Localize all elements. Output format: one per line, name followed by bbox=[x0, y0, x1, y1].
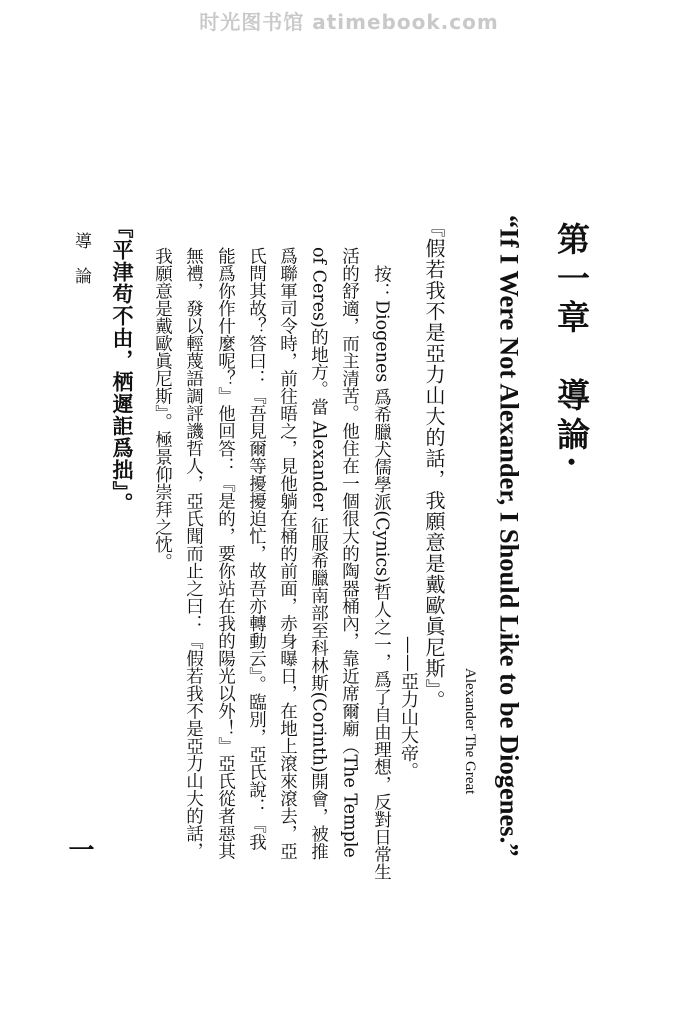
note-line: of Ceres)的地方。當 Alexander 征服希臘南部至科林斯(Corinth)開會，被推 bbox=[308, 247, 329, 861]
note-line: 能爲你作什麼呢？』他回答：『是的，要你站在我的陽光以外！』亞氏從者惡其 bbox=[215, 247, 236, 860]
note-line: 爲聯軍司令時，前往晤之，見他躺在桶的前面，赤身曝日，在地上滾來滾去，亞 bbox=[277, 247, 298, 860]
note-line: 活的舒適，而主清苦。他住在一個很大的陶器桶內，靠近席爾廟（The Temple bbox=[339, 247, 360, 858]
note-line: 氏問其故？答曰：『吾見爾等擾擾迫忙，故吾亦轉動云』。臨別，亞氏說：『我 bbox=[246, 247, 267, 851]
note-line: 按：Diogenes 爲希臘犬儒學派(Cynics)哲人之一，爲了自由理想，反對日常生 bbox=[371, 265, 392, 881]
running-head: 導論 bbox=[71, 232, 91, 302]
page-number: 一 bbox=[64, 836, 94, 862]
note-line: 我願意是戴歐眞尼斯』。極景仰崇拜之忱。 bbox=[152, 247, 173, 571]
chinese-epigraph: 『假若我不是亞力山大的話，我願意是戴歐眞尼斯』。 bbox=[422, 217, 446, 711]
english-attribution: Alexander The Great bbox=[462, 668, 478, 795]
side-quote: 『平津苟不由，栖遲詎爲拙』。 bbox=[110, 217, 135, 515]
chapter-title: 第一章 導論· bbox=[552, 222, 591, 474]
watermark: 时光图书馆 atimebook.com bbox=[199, 10, 499, 34]
note-line: 無禮，發以輕蔑語調評譏哲人，亞氏聞而止之曰：『假若我不是亞力山大的話， bbox=[183, 247, 204, 860]
english-epigraph: “If I Were Not Alexander, I Should Like to be Diogenes.” bbox=[494, 215, 525, 857]
chinese-attribution: ——亞力山大帝。 bbox=[398, 636, 419, 780]
